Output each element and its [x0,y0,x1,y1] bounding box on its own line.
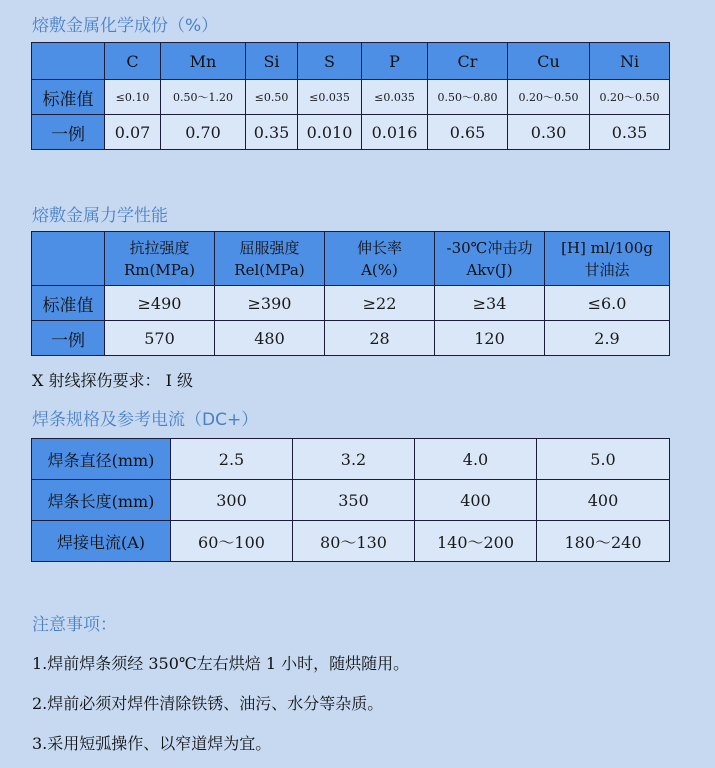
spec-row [32,480,670,521]
spec-value: 400 [415,480,537,521]
spec-value: 80～130 [293,521,415,562]
mech-header [435,232,545,286]
spec-value: 300 [171,480,293,521]
chem-standard-label: 标准值 [32,80,105,115]
chem-header: S [298,43,362,80]
mech-table [31,231,670,356]
mech-header-line1: [H] ml/100g [561,238,653,257]
chem-standard-value: 0.50～1.20 [161,80,246,115]
notes-title: 注意事项： [32,615,117,635]
mech-header-line2: 甘油法 [584,260,630,279]
mech-header-line1: -30℃冲击功 [446,238,533,257]
chem-standard-value: ≤0.035 [298,80,362,115]
mech-header-line2: Rel(MPa) [234,260,305,279]
mech-header-line2: Akv(J) [466,260,513,279]
mech-header-line2: Rm(MPa) [124,260,195,279]
mech-example-label: 一例 [32,321,105,356]
chem-example-value: 0.35 [590,115,670,150]
chem-example-value: 0.35 [246,115,298,150]
spec-row-label: 焊条直径(mm) [32,439,171,480]
mech-example-value: 2.9 [545,321,670,356]
mech-corner [32,232,105,286]
chem-example-value: 0.70 [161,115,246,150]
note-item: 1.焊前焊条须经 350℃左右烘焙 1 小时，随烘随用。 [32,654,410,673]
mech-header-row [32,232,670,286]
chem-header: Ni [590,43,670,80]
chem-header: Cu [508,43,590,80]
chem-standard-value: ≤0.035 [362,80,428,115]
spec-table [31,438,670,562]
mech-header-line1: 屈服强度 [239,238,300,257]
spec-value: 140～200 [415,521,537,562]
mech-standard-value: ≥490 [105,286,215,321]
mech-header-line2: A(%) [361,260,398,279]
mech-standard-value: ≥390 [215,286,325,321]
chem-corner [32,43,105,80]
mech-standard-value: ≥34 [435,286,545,321]
chem-example-value: 0.30 [508,115,590,150]
mech-example-row [32,321,670,356]
spec-value: 3.2 [293,439,415,480]
chem-example-value: 0.016 [362,115,428,150]
mech-title: 熔敷金属力学性能 [32,206,168,226]
chem-standard-value: 0.20～0.50 [508,80,590,115]
chem-header: Cr [428,43,508,80]
mech-example-value: 480 [215,321,325,356]
spec-value: 5.0 [537,439,670,480]
note-item: 2.焊前必须对焊件清除铁锈、油污、水分等杂质。 [32,694,384,713]
chem-example-value: 0.010 [298,115,362,150]
spec-row-label: 焊接电流(A) [32,521,171,562]
spec-row [32,521,670,562]
chem-standard-value: ≤0.50 [246,80,298,115]
chem-header: C [105,43,161,80]
mech-standard-label: 标准值 [32,286,105,321]
chem-header: Si [246,43,298,80]
mech-example-value: 570 [105,321,215,356]
note-item: 3.采用短弧操作、以窄道焊为宜。 [32,734,272,753]
chem-header-row [32,43,670,80]
mech-header [325,232,435,286]
mech-standard-value: ≤6.0 [545,286,670,321]
mech-header-line1: 抗拉强度 [129,238,190,257]
spec-value: 4.0 [415,439,537,480]
spec-value: 400 [537,480,670,521]
chem-example-value: 0.65 [428,115,508,150]
mech-example-value: 120 [435,321,545,356]
chem-standard-value: ≤0.10 [105,80,161,115]
chem-example-row [32,115,670,150]
chem-standard-value: 0.50～0.80 [428,80,508,115]
chem-title: 熔敷金属化学成份（%） [32,16,219,36]
mech-standard-row [32,286,670,321]
chem-table [31,42,670,150]
chem-standard-value: 0.20～0.50 [590,80,670,115]
spec-value: 60～100 [171,521,293,562]
mech-header-line1: 伸长率 [356,238,402,257]
chem-header: Mn [161,43,246,80]
spec-value: 350 [293,480,415,521]
xray-requirement: X 射线探伤要求： I 级 [32,371,193,390]
mech-header [545,232,670,286]
chem-example-label: 一例 [32,115,105,150]
chem-example-value: 0.07 [105,115,161,150]
mech-header [215,232,325,286]
spec-row [32,439,670,480]
spec-value: 2.5 [171,439,293,480]
spec-value: 180～240 [537,521,670,562]
mech-standard-value: ≥22 [325,286,435,321]
spec-title: 焊条规格及参考电流（DC+） [32,410,259,430]
chem-header: P [362,43,428,80]
chem-standard-row [32,80,670,115]
mech-example-value: 28 [325,321,435,356]
mech-header [105,232,215,286]
spec-row-label: 焊条长度(mm) [32,480,171,521]
